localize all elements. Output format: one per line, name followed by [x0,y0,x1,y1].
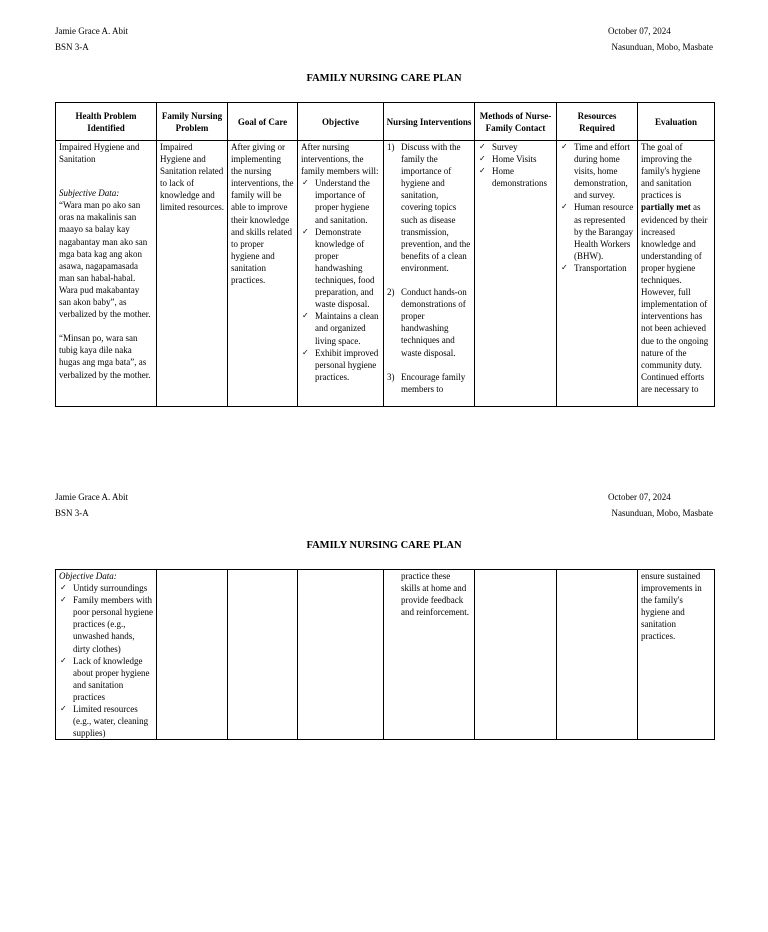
col-evaluation: Evaluation [638,103,715,141]
evaluation-text-a: The goal of improving the family's hygiene and sanitation practices is [641,142,701,201]
family-problem-text: Impaired Hygiene and Sanitation related to lack of knowledge and limited resources. [160,142,224,213]
col-resources: Resources Required [557,103,638,141]
page-title: FAMILY NURSING CARE PLAN [306,540,462,551]
student-section: BSN 3-A [55,508,89,518]
cell-evaluation [638,141,715,407]
evaluation-text-b: as evidenced by their increased knowledge and understanding of proper hygiene techniques. However, full implementation of interventions has not been achieved due to the ongoing nature of the community duty. Continued efforts are necessary to [641,202,709,394]
page-title: FAMILY NURSING CARE PLAN [306,73,462,84]
cell-objective [298,141,384,407]
cell-goal [228,141,298,407]
objective-data-label: Objective Data: [59,571,117,581]
cell-resources [557,141,638,407]
col-methods: Methods of Nurse-Family Contact [475,103,557,141]
cell-family-problem [157,141,228,407]
cell-evaluation-continued [638,570,715,740]
cell-empty [475,570,557,740]
report-location: Nasunduan, Mobo, Masbate [611,42,713,52]
student-name: Jamie Grace A. Abit [55,26,128,36]
report-date: October 07, 2024 [608,492,671,502]
intervention-item: 1) Discuss with the family the importance of hygiene and sanitation, covering topics such as disease transmission, prevention, and the benefits of a clean environment. [387,142,471,273]
cell-objective-data [56,570,157,740]
goal-text: After giving or implementing the nursing interventions, the family will be able to improve their knowledge and skills related to proper hygiene and sanitation practices. [231,142,294,286]
intervention-item: 3) Encourage family members to [387,371,466,394]
evaluation-status: partially met [641,202,691,213]
objective-item: ✓ Exhibit improved personal hygiene practices. [301,347,380,383]
care-plan-table-continued [55,569,715,740]
cell-empty [157,570,228,740]
cell-methods [475,141,557,407]
student-name: Jamie Grace A. Abit [55,492,128,502]
col-interventions: Nursing Interventions [384,103,475,141]
intervention-continued-text: practice these skills at home and provide feedback and reinforcement. [401,571,469,618]
objective-data-item: ✓ Lack of knowledge about proper hygiene and sanitation practices [59,655,153,703]
col-objective: Objective [298,103,384,141]
subjective-quote-2: “Minsan po, wara san tubig kaya dile naka hugas ang mga bata”, as verbalized by the mother. [59,333,151,380]
objective-item: ✓ Demonstrate knowledge of proper handwashing techniques, food preparation, and waste disposal. [301,226,380,311]
method-item: ✓ Survey [478,141,553,153]
resource-item: ✓ Human resource as represented by the Barangay Health Workers (BHW). [560,201,634,261]
objective-intro: After nursing interventions, the family members will: [301,142,379,177]
objective-data-item: ✓ Untidy surroundings [59,582,153,594]
evaluation-continued-text: ensure sustained improvements in the family's hygiene and sanitation practices. [641,571,702,642]
health-problem-text: Impaired Hygiene and Sanitation [59,142,140,165]
col-goal: Goal of Care [228,103,298,141]
objective-data-item: ✓ Limited resources (e.g., water, cleaning supplies) [59,703,153,739]
cell-health-problem [56,141,157,407]
objective-data-item: ✓ Family members with poor personal hygiene practices (e.g., unwashed hands, dirty clothes) [59,594,153,654]
method-item: ✓ Home Visits [478,153,553,165]
resource-item: ✓ Transportation [560,262,634,274]
cell-empty [228,570,298,740]
student-section: BSN 3-A [55,42,89,52]
care-plan-table [55,102,715,407]
objective-item: ✓ Understand the importance of proper hygiene and sanitation. [301,177,380,225]
subjective-quote-1: “Wara man po ako san oras na makalinis san maayo sa balay kay nagabantay man ako san mga bata kag ang akon asawa, nagapamasada man san habal-habal. Wara pud makabantay san akon baby”, as verbalized by the mother. [59,200,151,320]
cell-empty [298,570,384,740]
intervention-item: 2) Conduct hands-on demonstrations of proper handwashing techniques and waste disposal. [387,287,467,358]
report-date: October 07, 2024 [608,26,671,36]
cell-interventions-continued [384,570,475,740]
resource-item: ✓ Time and effort during home visits, home demonstration, and survey. [560,141,634,201]
cell-empty [557,570,638,740]
report-location: Nasunduan, Mobo, Masbate [611,508,713,518]
method-item: ✓ Home demonstrations [478,165,553,189]
cell-interventions [384,141,475,407]
subjective-label: Subjective Data: [59,188,120,199]
col-health-problem: Health Problem Identified [56,103,157,141]
objective-item: ✓ Maintains a clean and organized living space. [301,310,380,346]
col-family-problem: Family Nursing Problem [157,103,228,141]
